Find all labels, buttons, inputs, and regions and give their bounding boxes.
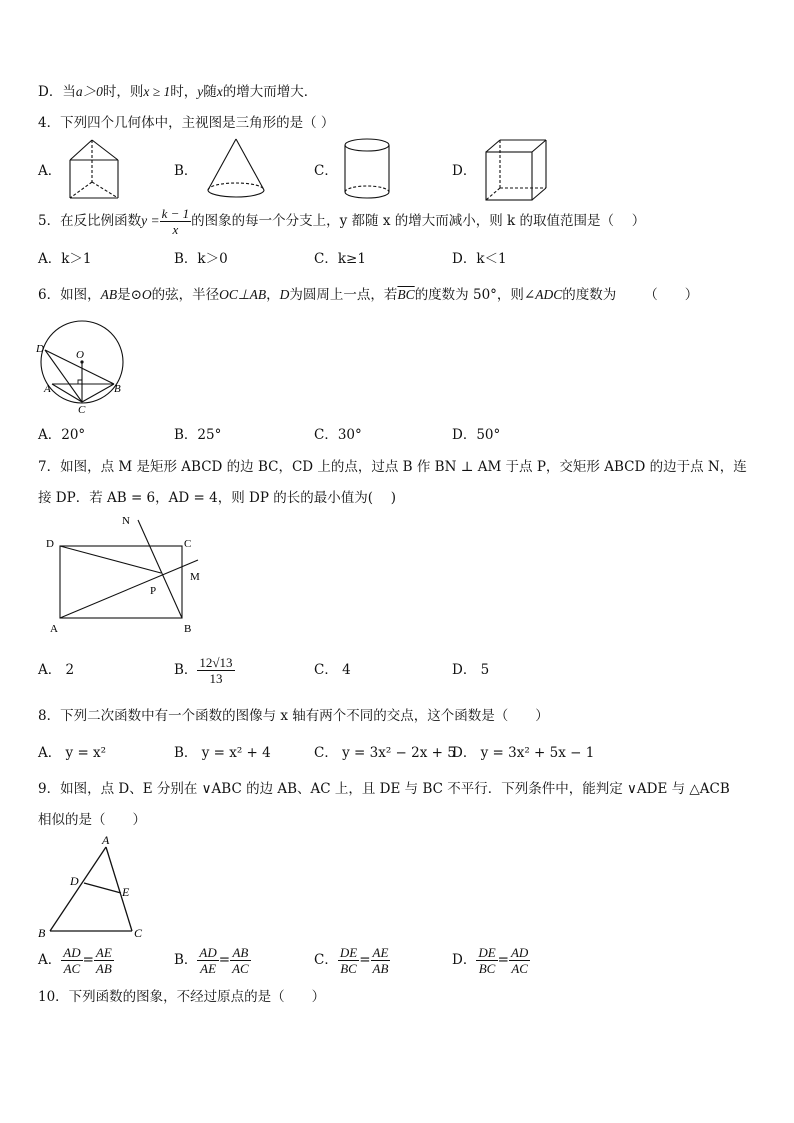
tri-label-d: D	[70, 874, 79, 888]
cone-figure	[204, 136, 268, 202]
tri-label-c: C	[134, 926, 143, 940]
circle-label-c: C	[78, 404, 86, 416]
q5-option-b: B．k＞0	[174, 251, 228, 267]
q9-option-b: B． $\frac{AD}{AE}$ = $\frac{AB}{AC}$	[174, 945, 249, 976]
prism-figure	[62, 136, 126, 202]
q4-option-b-label: B．	[174, 163, 198, 179]
circle-label-a: A	[44, 383, 51, 395]
q9-stem-line2: 相似的是（ ）	[38, 812, 146, 828]
rect-label-b: B	[184, 623, 192, 635]
q3-option-d: D．当a＞0时，则x ≥ 1时，y随x的增大而增大．	[38, 84, 318, 100]
tri-label-e: E	[122, 885, 130, 899]
q4-option-c-label: C．	[314, 163, 338, 179]
tri-label-a: A	[102, 833, 110, 847]
circle-label-b: B	[114, 383, 121, 395]
q4-option-a-label: A．	[38, 163, 62, 179]
cube-figure	[482, 136, 550, 204]
rect-label-p: P	[150, 585, 157, 597]
q8-option-d: D． y = 3x² + 5x − 1	[452, 745, 595, 761]
rect-label-d: D	[46, 538, 54, 550]
q9-option-d: D． $\frac{DE}{BC}$ = $\frac{AD}{AC}$	[452, 945, 529, 976]
q7-stem-line2: 接 DP．若 AB = 6，AD = 4，则 DP 的长的最小值为( )	[38, 490, 397, 506]
q6-option-d: D．50°	[452, 427, 501, 443]
q6-option-b: B．25°	[174, 427, 222, 443]
rect-label-c: C	[184, 538, 192, 550]
rect-label-m: M	[190, 571, 200, 583]
q6-option-a: A．20°	[38, 427, 86, 443]
q5-stem: 5．在反比例函数y = $\frac{k - 1}{x}$ 的图象的每一个分支上，y 都随 x 的增大而减小，则 k 的取值范围是（ ）	[38, 206, 646, 237]
q9-option-c: C． $\frac{DE}{BC}$ = $\frac{AE}{AB}$	[314, 945, 389, 976]
q9-option-a: A． $\frac{AD}{AC}$ = $\frac{AE}{AB}$	[38, 945, 112, 976]
q5-option-a: A．k＞1	[38, 251, 92, 267]
q7-option-c: C． 4	[314, 662, 351, 678]
triangle-figure	[36, 833, 150, 941]
q7-stem-line1: 7．如图，点 M 是矩形 ABCD 的边 BC，CD 上的点，过点 B 作 BN ⊥ AM 于点 P，交矩形 ABCD 的边于点 N，连	[38, 459, 747, 475]
cylinder-figure	[340, 136, 396, 202]
rect-label-n: N	[122, 515, 130, 527]
q8-option-c: C． y = 3x² − 2x + 5	[314, 745, 456, 761]
circle-figure	[34, 316, 130, 416]
circle-label-d: D	[36, 343, 44, 355]
q5-fraction: $\frac{k - 1}{x}$	[161, 206, 190, 237]
q9-stem-line1: 9．如图，点 D、E 分别在 ∨ABC 的边 AB、AC 上，且 DE 与 BC 不平行．下列条件中，能判定 ∨ADE 与 △ACB	[38, 781, 730, 797]
rect-label-a: A	[50, 623, 58, 635]
q10-stem: 10．下列函数的图象，不经过原点的是（ ）	[38, 989, 326, 1005]
q8-option-a: A． y = x²	[38, 745, 107, 761]
circle-label-o: O	[76, 349, 84, 361]
rectangle-figure	[42, 512, 212, 638]
tri-label-b: B	[38, 926, 46, 940]
q7-option-a: A． 2	[38, 662, 75, 678]
q4-option-d-label: D．	[452, 163, 477, 179]
q6-option-c: C．30°	[314, 427, 362, 443]
q6-stem: 6．如图，AB是⊙O的弦，半径OC⊥AB，D为圆周上一点，若$\overline{BC}$的度数为 50°，则∠ADC的度数为 （ ）	[38, 287, 699, 303]
q8-option-b: B． y = x² + 4	[174, 745, 271, 761]
q4-stem: 4．下列四个几何体中，主视图是三角形的是（ ）	[38, 115, 335, 131]
q8-stem: 8．下列二次函数中有一个函数的图像与 x 轴有两个不同的交点，这个函数是（ ）	[38, 708, 549, 724]
q5-option-d: D．k＜1	[452, 251, 507, 267]
q5-option-c: C．k≥1	[314, 251, 366, 267]
q7-option-b: B． $\frac{12√13}{13}$	[174, 655, 233, 686]
q7-option-d: D． 5	[452, 662, 490, 678]
